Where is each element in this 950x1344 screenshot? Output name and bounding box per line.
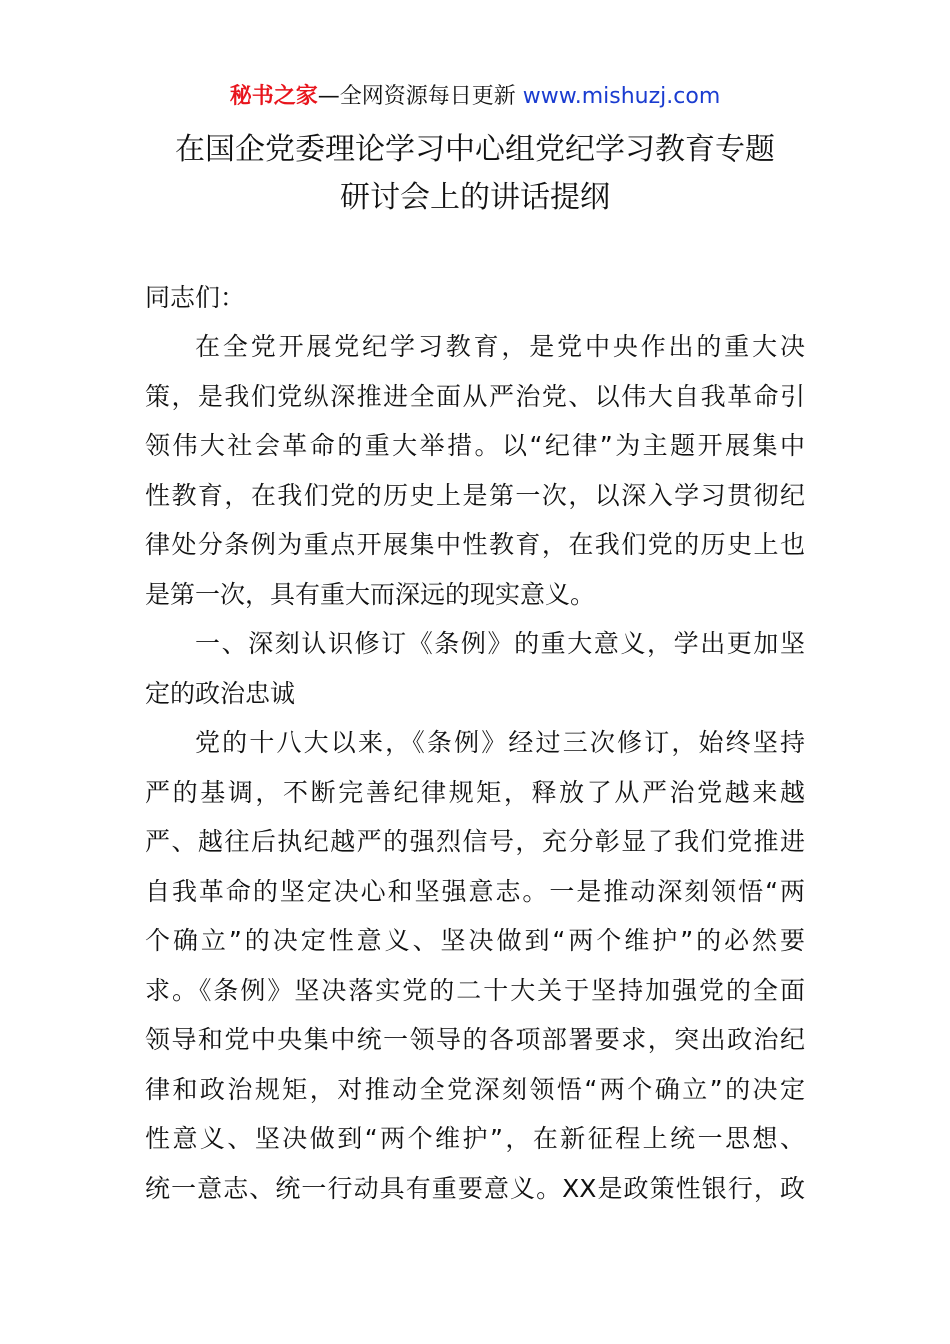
paragraph-line: 自我革命的坚定决心和坚强意志。一是推动深刻领悟“两: [145, 877, 805, 906]
header-tagline: —全网资源每日更新: [317, 84, 516, 109]
paragraph-line: 严、越往后执纪越严的强烈信号，充分彰显了我们党推进: [145, 827, 805, 856]
section-heading-line: 一、深刻认识修订《条例》的重大意义，学出更加坚: [195, 629, 805, 658]
paragraph-line: 是第一次，具有重大而深远的现实意义。: [145, 580, 596, 609]
document-title-line-2: 研讨会上的讲话提纲: [340, 180, 610, 215]
paragraph-line: 求。《条例》坚决落实党的二十大关于坚持加强党的全面: [145, 976, 805, 1005]
paragraph-line: 党的十八大以来，《条例》经过三次修订，始终坚持: [195, 728, 805, 757]
paragraph-line: 性教育，在我们党的历史上是第一次，以深入学习贯彻纪: [145, 481, 805, 510]
paragraph-line: 个确立”的决定性意义、坚决做到“两个维护”的必然要: [145, 926, 805, 955]
brand-name: 秘书之家: [229, 84, 318, 109]
document-title-line-1: 在国企党委理论学习中心组党纪学习教育专题: [175, 132, 775, 167]
paragraph-line: 律和政治规矩，对推动全党深刻领悟“两个确立”的决定: [145, 1075, 805, 1104]
salutation: 同志们：: [145, 283, 246, 312]
paragraph-line: 性意义、坚决做到“两个维护”，在新征程上统一思想、: [145, 1124, 805, 1153]
section-heading-line: 定的政治忠诚: [145, 679, 296, 708]
paragraph-line: 领伟大社会革命的重大举措。以“纪律”为主题开展集中: [145, 431, 805, 460]
paragraph-line: 律处分条例为重点开展集中性教育，在我们党的历史上也: [145, 530, 805, 559]
paragraph-line: 策，是我们党纵深推进全面从严治党、以伟大自我革命引: [145, 382, 805, 411]
paragraph-line: 在全党开展党纪学习教育，是党中央作出的重大决: [195, 332, 805, 361]
paragraph-line: 严的基调，不断完善纪律规矩，释放了从严治党越来越: [145, 778, 805, 807]
paragraph-line: 统一意志、统一行动具有重要意义。XX是政策性银行，政: [145, 1174, 805, 1203]
site-url-link[interactable]: www.mishuzj.com: [522, 84, 721, 109]
site-header: [0, 80, 950, 114]
paragraph-line: 领导和党中央集中统一领导的各项部署要求，突出政治纪: [145, 1025, 805, 1054]
